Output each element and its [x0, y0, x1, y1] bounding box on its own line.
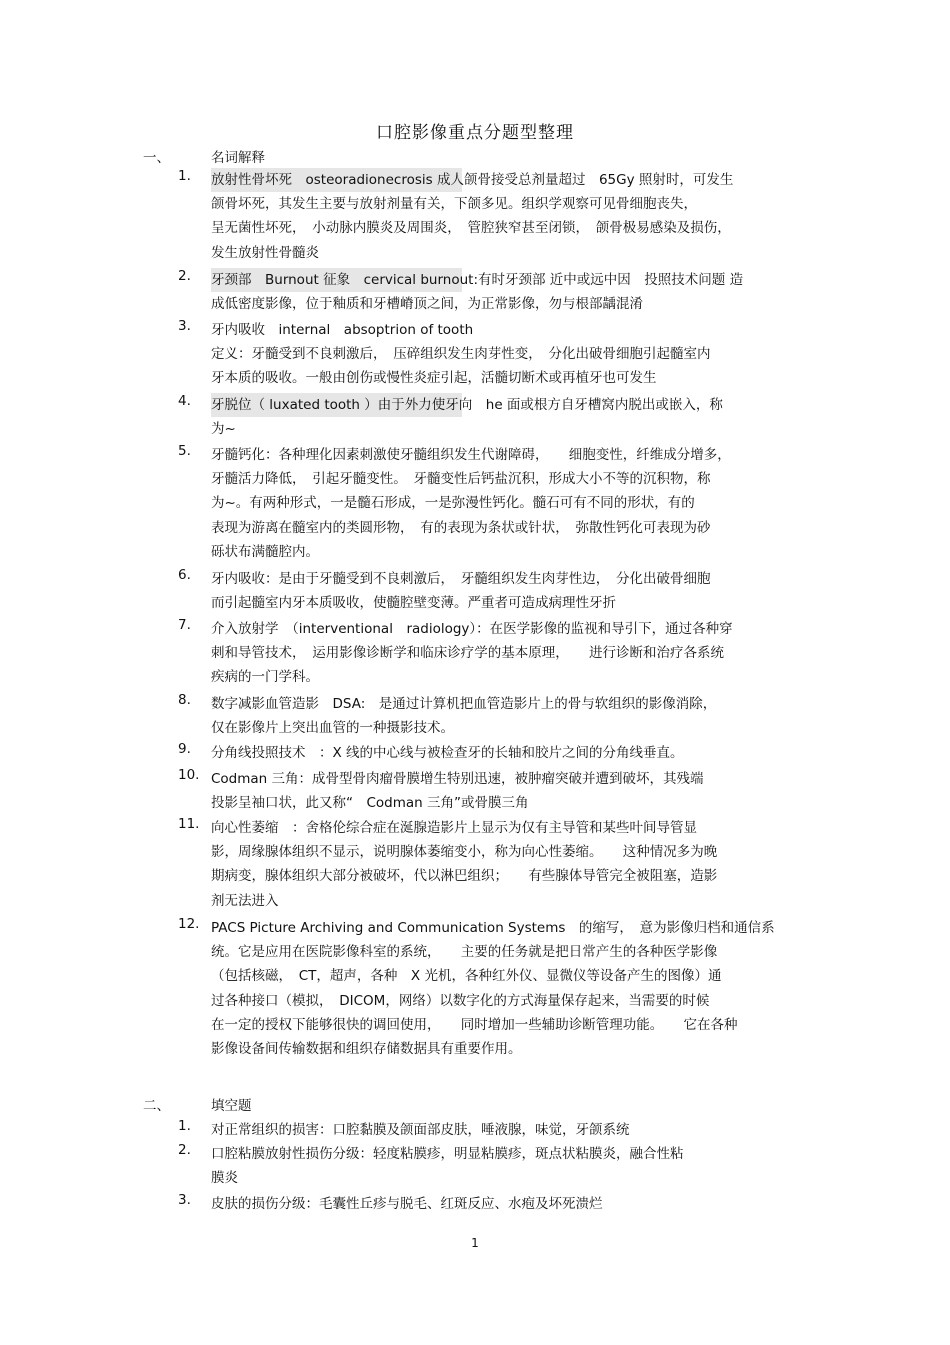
text-line: 为~。有两种形式，一是髓石形成，一是弥漫性钙化。髓石可有不同的形状，有的	[211, 495, 695, 512]
text-line: 表现为游离在髓室内的类圆形物， 有的表现为条状或针状， 弥散性钙化可表现为砂	[211, 519, 711, 536]
text-line: 在一定的授权下能够很快的调回使用， 同时增加一些辅助诊断管理功能。 它在各种	[211, 1016, 738, 1033]
item-text	[211, 393, 809, 441]
item-number: 8.	[178, 692, 191, 708]
text-line: 口腔粘膜放射性损伤分级：轻度粘膜疹，明显粘膜疹，斑点状粘膜炎，融合性粘	[211, 1146, 684, 1162]
item-text	[211, 741, 809, 765]
text-line: 皮肤的损伤分级：毛囊性丘疹与脱毛、红斑反应、水疱及坏死溃烂	[211, 1196, 603, 1212]
item-text	[211, 1192, 809, 1216]
item-number: 3.	[178, 318, 191, 334]
item-text	[211, 1118, 809, 1142]
text-line: 剂无法进入	[211, 892, 279, 909]
item-text	[211, 1142, 809, 1190]
item-number: 4.	[178, 393, 191, 409]
item-number: 1.	[178, 1118, 191, 1134]
text-line: 向心性萎缩 ：舍格伦综合症在涎腺造影片上显示为仅有主导管和某些叶间导管显	[211, 820, 697, 836]
item-number: 7.	[178, 617, 191, 633]
item-number: 2.	[178, 1142, 191, 1158]
item-text	[211, 567, 809, 615]
text-line: 牙内吸收：是由于牙髓受到不良刺激后， 牙髓组织发生肉芽性边， 分化出破骨细胞	[211, 571, 711, 587]
text-line: 投影呈袖口状，此又称“ Codman 三角”或骨膜三角	[211, 795, 529, 812]
text-line: 疾病的一门学科。	[211, 669, 319, 686]
text-line: 颌骨坏死，其发生主要与放射剂量有关，下颌多见。组织学观察可见骨细胞丧失，	[211, 196, 697, 213]
text-line: 仅在影像片上突出血管的一种摄影技术。	[211, 720, 454, 737]
item-text	[211, 692, 809, 740]
section-number: 二、	[143, 1098, 170, 1114]
text-line: 放射性骨坏死 osteoradionecrosis 成人颌骨接受总剂量超过 65Gy 照射时，可发生	[211, 168, 809, 192]
text-line: 而引起髓室内牙本质吸收，使髓腔壁变薄。严重者可造成病理性牙折	[211, 595, 616, 612]
text-line: 影，周缘腺体组织不显示，说明腺体萎缩变小，称为向心性萎缩。 这种情况多为晚	[211, 844, 718, 861]
text-line: 砾状布满髓腔内。	[211, 543, 319, 560]
item-number: 12.	[178, 916, 200, 932]
text-line: 介入放射学 （interventional radiology）：在医学影像的监视和导引下，通过各种穿	[211, 621, 733, 637]
text-line: 数字减影血管造影 DSA: 是通过计算机把血管造影片上的骨与软组织的影像消除，	[211, 696, 717, 712]
text-line: 定义：牙髓受到不良刺激后， 压碎组织发生肉芽性变， 分化出破骨细胞引起髓室内	[211, 346, 711, 363]
text-line: 刺和导管技术， 运用影像诊断学和临床诊疗学的基本原理， 进行诊断和治疗各系统	[211, 645, 724, 662]
text-line: 牙本质的吸收。一般由创伤或慢性炎症引起，活髓切断术或再植牙也可发生	[211, 370, 657, 387]
item-text	[211, 268, 809, 316]
item-number: 2.	[178, 268, 191, 284]
text-line: 分角线投照技术 ：X 线的中心线与被检查牙的长轴和胶片之间的分角线垂直。	[211, 745, 684, 761]
page-title: 口腔影像重点分题型整理	[376, 123, 574, 143]
item-text	[211, 816, 809, 913]
item-text	[211, 443, 809, 564]
text-line: 呈无菌性坏死， 小动脉内膜炎及周围炎， 管腔狭窄甚至闭锁， 颌骨极易感染及损伤，	[211, 220, 731, 237]
item-number: 10.	[178, 767, 200, 783]
text-line: 统。它是应用在医院影像科室的系统， 主要的任务就是把日常产生的各种医学影像	[211, 944, 718, 961]
text-line: （包括核磁， CT，超声，各种 X 光机，各种红外仪、显微仪等设备产生的图像）通	[211, 968, 722, 985]
item-text	[211, 916, 809, 1061]
item-text	[211, 767, 809, 815]
text-line: 膜炎	[211, 1170, 238, 1187]
item-text	[211, 168, 809, 265]
item-number: 3.	[178, 1192, 191, 1208]
text-line: 牙髓钙化：各种理化因素刺激使牙髓组织发生代谢障碍， 细胞变性，纤维成分增多，	[211, 447, 731, 463]
item-number: 1.	[178, 168, 191, 184]
text-line: 为~	[211, 421, 236, 438]
text-line: 牙脱位（ luxated tooth ）由于外力使牙向 he 面或根方自牙槽窝内脱出或嵌入，称	[211, 393, 809, 417]
text-line: 影像设备间传输数据和组织存储数据具有重要作用。	[211, 1040, 522, 1057]
item-number: 9.	[178, 741, 191, 757]
text-line: Codman 三角：成骨型骨肉瘤骨膜增生特别迅速，被肿瘤突破并遭到破坏，其残端	[211, 771, 704, 787]
text-line: 牙内吸收 internal absoptrion of tooth	[211, 322, 474, 338]
text-line: 牙颈部 Burnout 征象 cervical burnout:有时牙颈部 近中或远中因 投照技术问题 造	[211, 268, 809, 292]
page-number: 1	[471, 1236, 479, 1250]
item-text	[211, 617, 809, 690]
text-line: 期病变，腺体组织大部分被破坏，代以淋巴组织； 有些腺体导管完全被阻塞，造影	[211, 868, 718, 885]
text-line: 对正常组织的损害：口腔黏膜及颌面部皮肤，唾液腺，味觉，牙颌系统	[211, 1122, 630, 1138]
text-line: 牙髓活力降低， 引起牙髓变性。 牙髓变性后钙盐沉积，形成大小不等的沉积物，称	[211, 471, 711, 488]
text-line: PACS Picture Archiving and Communication Systems 的缩写， 意为影像归档和通信系	[211, 920, 775, 936]
text-line: 发生放射性骨髓炎	[211, 244, 319, 261]
item-number: 5.	[178, 443, 191, 459]
text-line: 过各种接口（模拟， DICOM，网络）以数字化的方式海量保存起来，当需要的时候	[211, 992, 710, 1009]
section-label: 名词解释	[211, 150, 265, 166]
text-line: 成低密度影像，位于釉质和牙槽嵴顶之间，为正常影像，勿与根部龋混淆	[211, 296, 643, 313]
item-text	[211, 318, 809, 391]
item-number: 6.	[178, 567, 191, 583]
item-number: 11.	[178, 816, 200, 832]
section-number: 一、	[143, 150, 170, 166]
section-label: 填空题	[211, 1098, 252, 1114]
